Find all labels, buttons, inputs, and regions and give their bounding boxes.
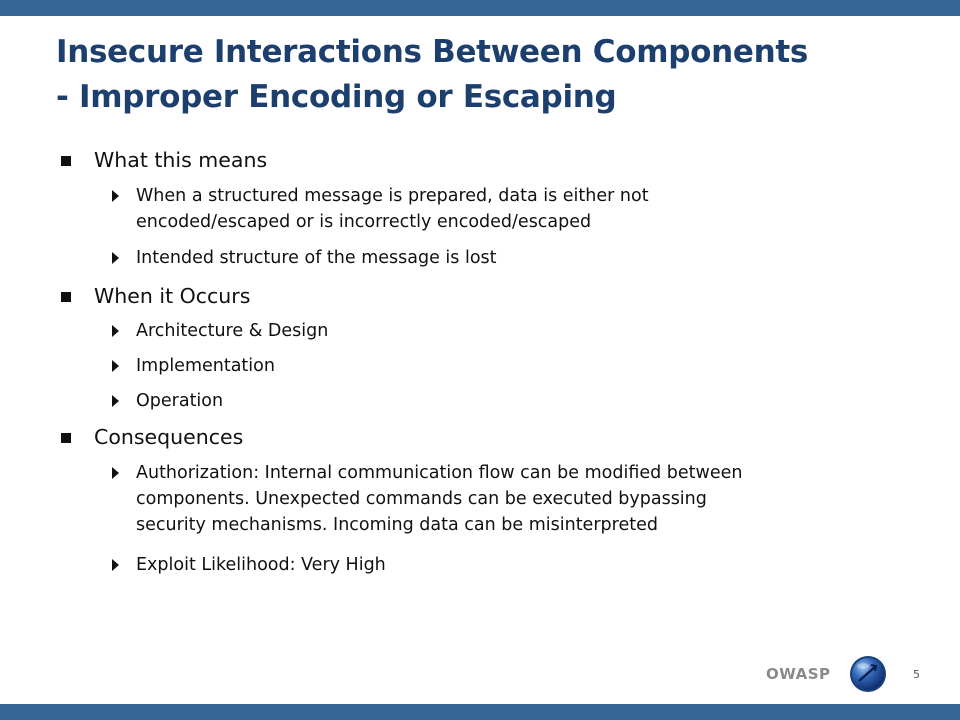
sub-bullet-text: security mechanisms. Incoming data can be misinterpreted (136, 515, 658, 535)
owasp-globe-icon (849, 655, 887, 693)
title-line-1: Insecure Interactions Between Components (56, 34, 809, 70)
sub-bullet-text: encoded/escaped or is incorrectly encoded/escaped (136, 212, 592, 232)
arrow-bullet-icon (112, 395, 119, 407)
arrow-bullet-icon (112, 360, 119, 372)
sub-bullet-text: components. Unexpected commands can be executed bypassing (136, 489, 707, 509)
title-line-2: - Improper Encoding or Escaping (56, 79, 617, 115)
arrow-bullet-icon (112, 467, 119, 479)
section-heading-text: What this means (94, 148, 268, 172)
bottom-bar (0, 704, 960, 720)
arrow-bullet-icon (112, 252, 119, 264)
sub-bullet-text: Authorization: Internal communication flow can be modified between (136, 463, 743, 483)
square-bullet-icon (61, 292, 71, 302)
page-number: 5 (913, 668, 920, 681)
arrow-bullet-icon (112, 190, 119, 202)
sub-bullet-text: When a structured message is prepared, data is either not (136, 186, 649, 206)
section-heading-text: Consequences (94, 425, 244, 449)
arrow-bullet-icon (112, 559, 119, 571)
sub-bullet-text: Exploit Likelihood: Very High (136, 555, 386, 575)
arrow-bullet-icon (112, 325, 119, 337)
sub-bullet-text: Implementation (136, 356, 275, 376)
sub-bullet-text: Architecture & Design (136, 321, 329, 341)
square-bullet-icon (61, 433, 71, 443)
sub-bullet-text: Operation (136, 391, 224, 411)
sub-bullet-text: Intended structure of the message is lost (136, 248, 497, 268)
square-bullet-icon (61, 156, 71, 166)
section-heading-text: When it Occurs (94, 284, 251, 308)
owasp-logo-text: OWASP (766, 665, 831, 683)
